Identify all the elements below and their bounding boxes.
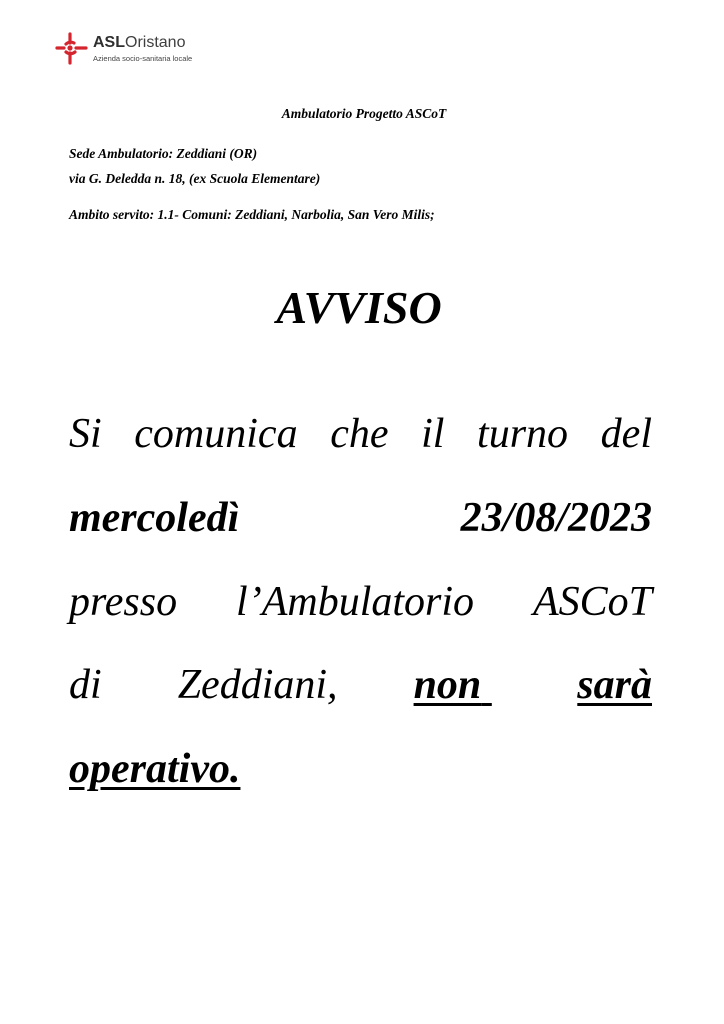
logo-name-bold: ASL	[93, 34, 125, 51]
not-operative-emphasis	[414, 660, 652, 710]
clinic-address: via G. Deledda n. 18, (ex Scuola Elementare)	[69, 171, 321, 186]
notice-line-2	[69, 493, 652, 543]
word: di	[69, 662, 102, 708]
notice-line-1	[69, 409, 652, 459]
asl-logo	[55, 29, 215, 69]
clinic-location: Sede Ambulatorio: Zeddiani (OR)	[69, 146, 258, 161]
logo-name-light: Oristano	[125, 34, 186, 51]
word: sarà	[577, 662, 652, 708]
clinic-title	[0, 106, 724, 122]
word: comunica	[134, 411, 298, 457]
word: Zeddiani,	[177, 662, 338, 708]
word: presso	[69, 579, 178, 625]
service-area: Ambito servito: 1.1- Comuni: Zeddiani, Narbolia, San Vero Milis;	[69, 207, 435, 222]
notice-weekday: mercoledì	[69, 495, 240, 541]
asl-cross-logo-icon	[55, 31, 89, 65]
logo-tagline: Azienda socio-sanitaria locale	[93, 54, 193, 63]
word: del	[600, 411, 652, 457]
notice-line-4	[69, 660, 652, 710]
logo-name	[93, 34, 185, 52]
underline-gap	[481, 660, 577, 710]
word: l’Ambulatorio	[236, 579, 475, 625]
notice-line-5	[69, 744, 652, 794]
word: turno	[477, 411, 569, 457]
word: il	[421, 411, 445, 457]
word: non	[413, 662, 482, 708]
notice-line-3	[69, 577, 652, 627]
word: Si	[69, 411, 102, 457]
notice-title-text: AVVISO	[276, 282, 442, 333]
clinic-title-text: Ambulatorio Progetto ASCoT	[281, 106, 447, 121]
word: che	[330, 411, 389, 457]
notice-title	[0, 282, 724, 334]
word: ASCoT	[532, 579, 652, 625]
notice-date: 23/08/2023	[460, 495, 652, 541]
notice-operative: operativo.	[69, 746, 241, 792]
